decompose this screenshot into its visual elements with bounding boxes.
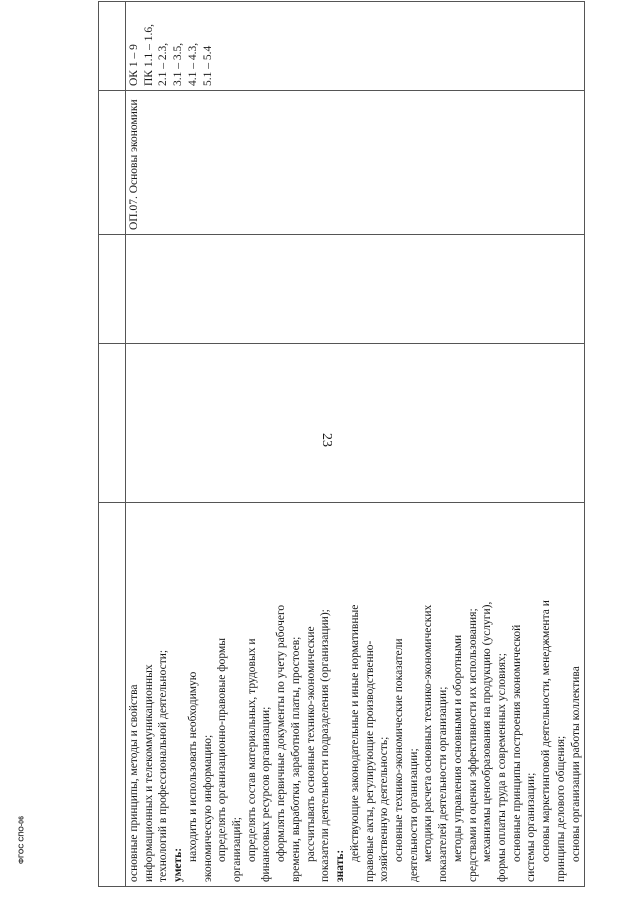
content-line: времени, выработки, заработной платы, простоев;	[289, 636, 302, 882]
competency-line: 4.1 – 4.3,	[186, 42, 199, 86]
competency-line: 5.1 – 5.4	[201, 45, 214, 86]
content-line: механизмы ценообразования на продукцию (услуги),	[481, 601, 494, 862]
competency-line: 3.1 – 3.5,	[172, 42, 185, 86]
content-line: рассчитывать основные технико-экономические	[304, 626, 317, 862]
content-line: основные принципы построения экономической	[510, 624, 523, 862]
skills-heading: уметь:	[172, 847, 185, 882]
competency-line: ОК 1 – 9	[128, 44, 140, 86]
rotated-table	[98, 24, 582, 887]
content-line: экономическую информацию;	[201, 734, 214, 882]
cell-top-col2	[99, 344, 126, 503]
cell-top-col3	[99, 235, 126, 344]
table-row-top	[99, 2, 126, 887]
content-line: организаций;	[231, 817, 244, 882]
content-line: методики расчета основных технико-экономических	[422, 604, 435, 862]
cell-top-competencies	[99, 2, 126, 91]
content-line: средствами и оценки эффективности их использования;	[466, 608, 479, 882]
cell-competencies	[126, 2, 585, 91]
content-line: информационных и телекоммуникационных	[142, 664, 155, 882]
cell-discipline: ОП.07. Основы экономики	[126, 91, 585, 235]
knowledge-heading: знать:	[334, 849, 347, 882]
content-line: основы маркетинговой деятельности, менеджмента и	[540, 600, 553, 862]
content-line: определять организационно-правовые формы	[216, 638, 229, 862]
cell-col3	[126, 235, 585, 344]
cell-top-discipline	[99, 91, 126, 235]
content-line: технологий в профессиональной деятельности;	[157, 649, 170, 882]
table-row-main	[126, 2, 585, 887]
content-line: системы организации;	[525, 772, 538, 882]
content-line: методы управления основными и оборотными	[451, 634, 464, 862]
content-line: определять состав материальных, трудовых и	[245, 638, 258, 862]
content-line: действующие законодательные и иные нормативные	[348, 604, 361, 862]
content-line: принципы делового общения;	[554, 735, 567, 882]
competency-line: ПК 1.1 – 1.6,	[142, 24, 155, 86]
content-line: оформлять первичные документы по учету рабочего	[275, 604, 288, 862]
content-line: показатели деятельности подразделения (организации);	[319, 609, 332, 882]
content-line: основные принципы, методы и свойства	[128, 684, 140, 882]
content-line: основы организации работы коллектива	[569, 666, 582, 862]
competency-line: 2.1 – 2.3,	[157, 42, 170, 86]
footer-label: ФГОС СПО-06	[18, 816, 26, 864]
content-line: основные технико-экономические показатели	[392, 638, 405, 862]
content-line: хозяйственную деятельность;	[378, 736, 391, 882]
content-line: находить и использовать необходимую	[186, 671, 199, 862]
content-line: финансовых ресурсов организации;	[260, 706, 273, 882]
content-line: деятельности организации;	[407, 748, 420, 882]
content-line: показателей деятельности организации;	[437, 686, 450, 882]
cell-top-content	[99, 503, 126, 887]
competency-table	[98, 1, 585, 887]
page-number: 23	[319, 433, 334, 447]
content-line: правовые акты, регулирующие производственно-	[363, 640, 376, 882]
cell-content	[126, 503, 585, 887]
cell-col2	[126, 344, 585, 503]
content-line: формы оплаты труда в современных условиях;	[495, 652, 508, 882]
